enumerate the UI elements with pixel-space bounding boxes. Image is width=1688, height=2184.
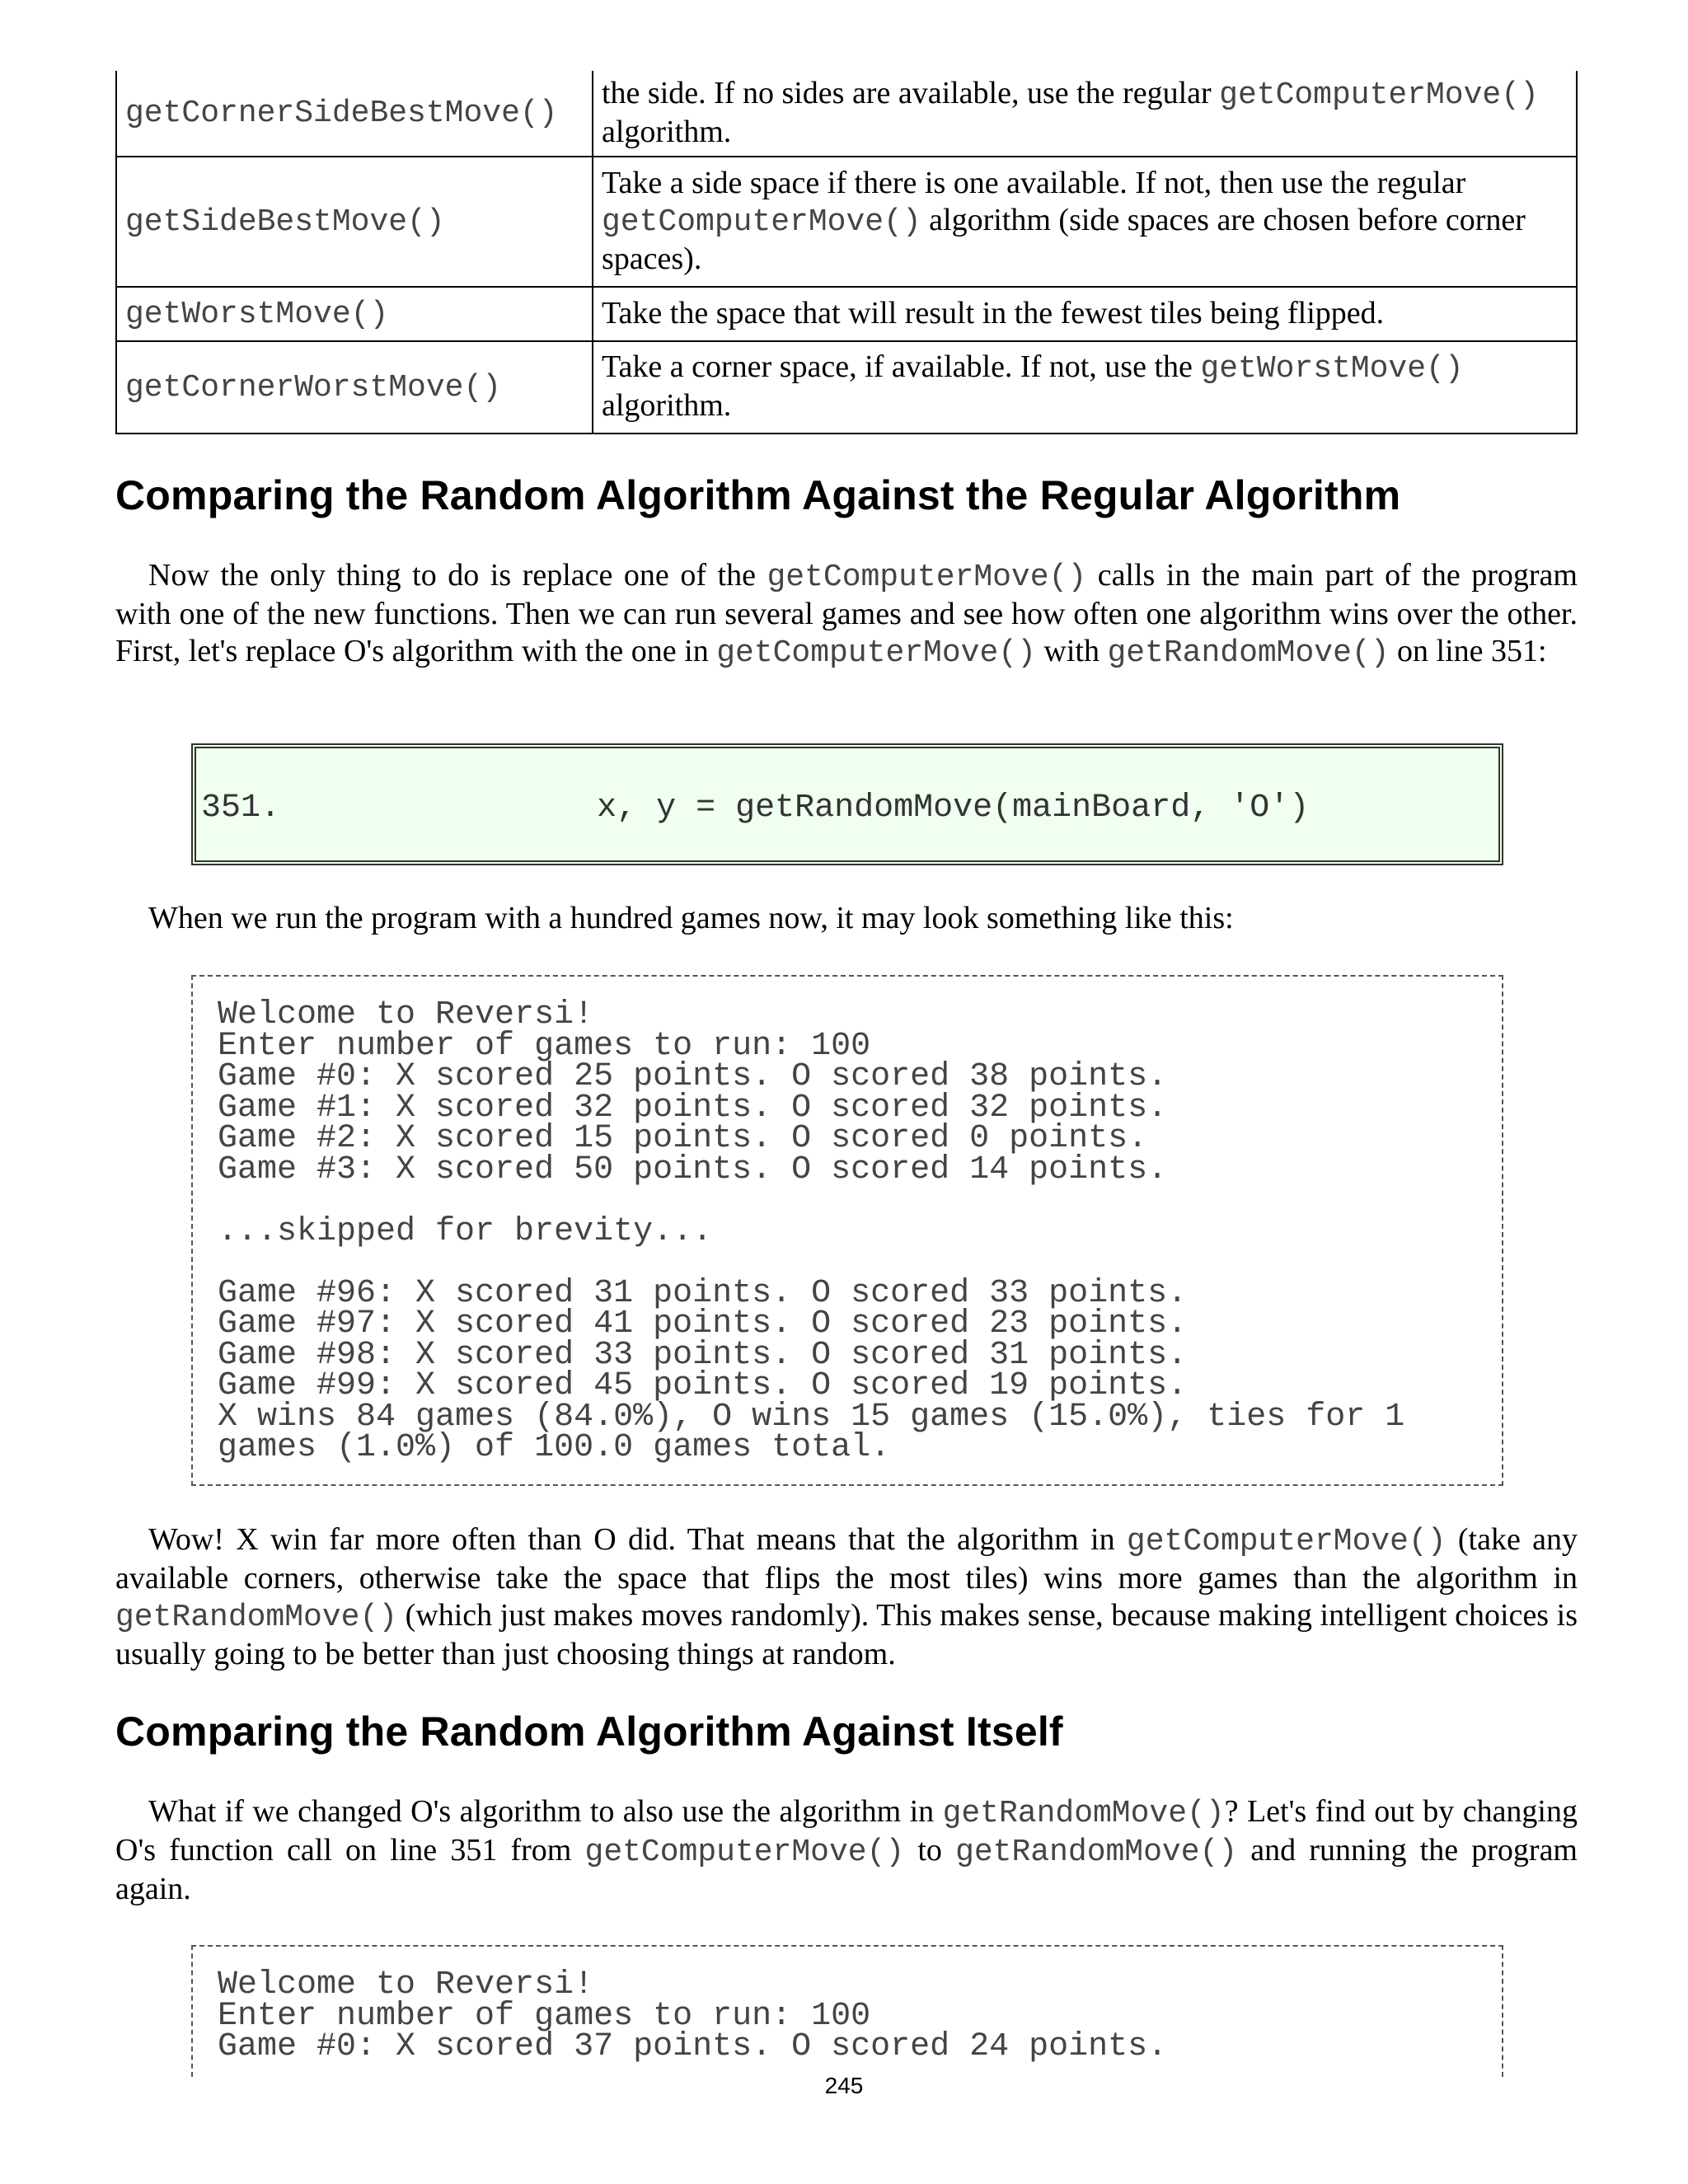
console-line: Game #0: X scored 25 points. O scored 38 points. [218, 1058, 1168, 1095]
text-run: on line 351: [1389, 634, 1547, 668]
console-line: Welcome to Reversi! [218, 1966, 594, 2004]
text-run: When we run the program with a hundred games now, it may look something like this: [148, 901, 1234, 935]
console-output-2 [191, 1945, 1503, 2077]
function-name: getSideBestMove() [125, 204, 445, 240]
table-row [116, 341, 1577, 434]
text-run: (which just makes moves randomly). This makes sense, because making intelligent choices is usually going to be better than just choosing things at random. [115, 1598, 1578, 1671]
table-row [116, 287, 1577, 341]
inline-code: getComputerMove() [1219, 77, 1539, 113]
function-name: getCornerWorstMove() [125, 369, 502, 405]
text-run: Wow! X win far more often than O did. That means that the algorithm in [148, 1522, 1127, 1557]
inline-code: getComputerMove() [584, 1835, 905, 1870]
paragraph-run-hundred [115, 900, 1578, 937]
console-line: Enter number of games to run: 100 [218, 1027, 871, 1065]
inline-code: getRandomMove() [955, 1835, 1238, 1870]
text-run: ? Let's find out by changing O's function call on line 351 from [115, 1794, 1578, 1868]
paragraph-replace-intro [115, 557, 1578, 672]
function-description-cell [593, 157, 1577, 287]
description-text: the side. If no sides are available, use the regular [602, 75, 1220, 110]
inline-code: getRandomMove() [115, 1600, 398, 1635]
inline-code: getRandomMove() [942, 1796, 1225, 1831]
text-run: Now the only thing to do is replace one of the [148, 558, 767, 593]
description-text: algorithm. [602, 388, 732, 423]
inline-code: getComputerMove() [602, 204, 921, 240]
function-name: getCornerSideBestMove() [125, 96, 558, 131]
table-row [116, 157, 1577, 287]
description-text: algorithm (side spaces are chosen before corner spaces). [602, 202, 1526, 276]
console-output-1 [191, 975, 1503, 1486]
code-line-351: 351. x, y = getRandomMove(mainBoard, 'O') [201, 790, 1310, 827]
console-line: Game #2: X scored 15 points. O scored 0 points. [218, 1120, 1148, 1157]
text-run: (take any available corners, otherwise take the space that flips the most tiles) wins more games than the algorithm in [115, 1522, 1578, 1596]
code-line-box [191, 743, 1503, 865]
console-line: ...skipped for brevity... [218, 1212, 713, 1250]
function-name: getWorstMove() [125, 296, 389, 332]
function-description-cell [593, 341, 1577, 434]
description-text: Take a side space if there is one available. If not, then use the regular [602, 165, 1466, 200]
text-run: and running the program again. [115, 1833, 1578, 1906]
console-line: Game #1: X scored 32 points. O scored 32 points. [218, 1089, 1168, 1127]
inline-code: getRandomMove() [1107, 635, 1390, 671]
console-line: games (1.0%) of 100.0 games total. [218, 1429, 891, 1466]
inline-code: getComputerMove() [1126, 1524, 1447, 1559]
description-text: Take the space that will result in the fewest tiles being flipped. [602, 295, 1385, 330]
console-line [218, 1247, 1502, 1278]
text-run: calls in the main part of the program with one of the new functions. Then we can run several games and see how often one algorithm wins over the other. First, let's replace O's algorithm with the one in [115, 558, 1578, 668]
inline-code: getComputerMove() [716, 635, 1036, 671]
console-line: Game #3: X scored 50 points. O scored 14 points. [218, 1151, 1168, 1188]
console-line [218, 1185, 1502, 1216]
function-name-cell [116, 341, 593, 434]
inline-code: getWorstMove() [1200, 351, 1464, 387]
description-text: algorithm. [602, 114, 732, 149]
function-description-cell [593, 71, 1577, 157]
console-line: X wins 84 games (84.0%), O wins 15 games (15.0%), ties for 1 [218, 1398, 1405, 1436]
console-line: Game #98: X scored 33 points. O scored 31 points. [218, 1336, 1188, 1374]
text-run: with [1035, 634, 1108, 668]
inline-code: getComputerMove() [767, 560, 1087, 595]
text-run: What if we changed O's algorithm to also use the algorithm in [148, 1794, 943, 1829]
algorithm-table [115, 71, 1578, 434]
console-line: Game #0: X scored 37 points. O scored 24 points. [218, 2028, 1168, 2065]
console-line: Welcome to Reversi! [218, 996, 594, 1033]
description-text: Take a corner space, if available. If not, use the [602, 349, 1201, 384]
function-name-cell [116, 287, 593, 341]
function-name-cell [116, 71, 593, 157]
paragraph-what-if [115, 1793, 1578, 1908]
console-line: Game #99: X scored 45 points. O scored 19 points. [218, 1367, 1188, 1404]
table-row [116, 71, 1577, 157]
function-description-cell [593, 287, 1577, 341]
page-number: 245 [824, 2073, 864, 2098]
section-heading-random-vs-regular: Comparing the Random Algorithm Against the Regular Algorithm [115, 472, 1401, 518]
paragraph-wow [115, 1521, 1578, 1673]
console-line: Enter number of games to run: 100 [218, 1997, 871, 2035]
console-line: Game #97: X scored 41 points. O scored 23 points. [218, 1305, 1188, 1343]
console-line: Game #96: X scored 31 points. O scored 33 points. [218, 1274, 1188, 1312]
text-run: to [904, 1833, 956, 1868]
function-name-cell [116, 157, 593, 287]
section-heading-random-vs-itself: Comparing the Random Algorithm Against Itself [115, 1708, 1063, 1755]
